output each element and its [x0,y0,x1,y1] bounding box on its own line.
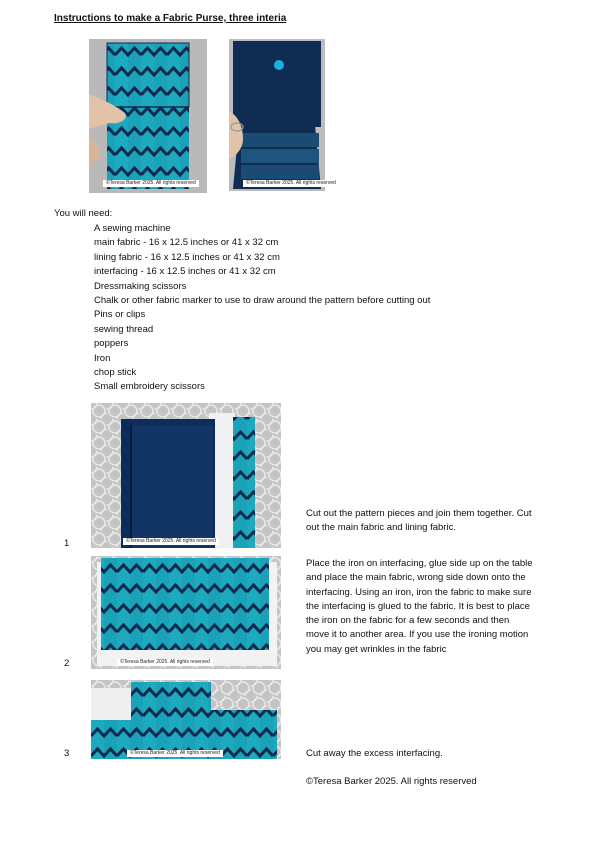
list-item: Pins or clips [94,309,146,321]
photo-caption: ©Teresa Barker 2025. All rights reserved [123,538,219,545]
document-title: Instructions to make a Fabric Purse, three interia [54,13,287,24]
list-item: Chalk or other fabric marker to use to draw around the pattern before cutting out [94,294,431,306]
step-2-text: Place the iron on interfacing, glue side up on the table and place the main fabric, wrong side down onto the interfacing. Using an iron, iron the fabric to make sure the interfacing is glued to the fabric. It is best to place the iron on the fabric for a few seconds and then move it to another area. If you use the ironing motion you may get wrinkles in the fabric [306,558,533,655]
list-item: main fabric - 16 x 12.5 inches or 41 x 32 cm [94,237,279,249]
step-number: 3 [64,748,70,759]
list-item: Iron [94,352,111,364]
list-item: lining fabric - 16 x 12.5 inches or 41 x 32 cm [94,251,280,263]
list-item: sewing thread [94,323,154,335]
step-number: 1 [64,538,70,549]
photo-caption: ©Teresa Barker 2025. All rights reserved [103,180,199,187]
photo-caption: ©Teresa Barker 2025. All rights reserved [117,659,213,666]
step-number: 2 [64,658,70,669]
photo-closed-purse [89,39,207,193]
footer-copyright: ©Teresa Barker 2025. All rights reserved [306,776,477,787]
photo-open-purse [229,39,336,191]
you-will-need-heading: You will need: [54,208,113,219]
list-item: A sewing machine [94,223,171,234]
photo-caption: ©Teresa Barker 2025. All rights reserved [127,750,223,757]
photo-step-3-trim [91,680,281,759]
list-item: Small embroidery scissors [94,381,205,393]
list-item: poppers [94,338,129,350]
photo-step-2-interfacing [91,556,281,669]
list-item: Dressmaking scissors [94,280,187,292]
photo-step-1-fabrics [91,403,281,548]
list-item: interfacing - 16 x 12.5 inches or 41 x 32 cm [94,266,276,278]
materials-list [94,222,430,395]
list-item: chop stick [94,366,137,378]
photo-caption: ©Teresa Barker 2025. All rights reserved [243,180,339,187]
step-1-text: Cut out the pattern pieces and join them together. Cut out the main fabric and lining fabric. [306,508,532,534]
step-3-text: Cut away the excess interfacing. [306,748,443,759]
